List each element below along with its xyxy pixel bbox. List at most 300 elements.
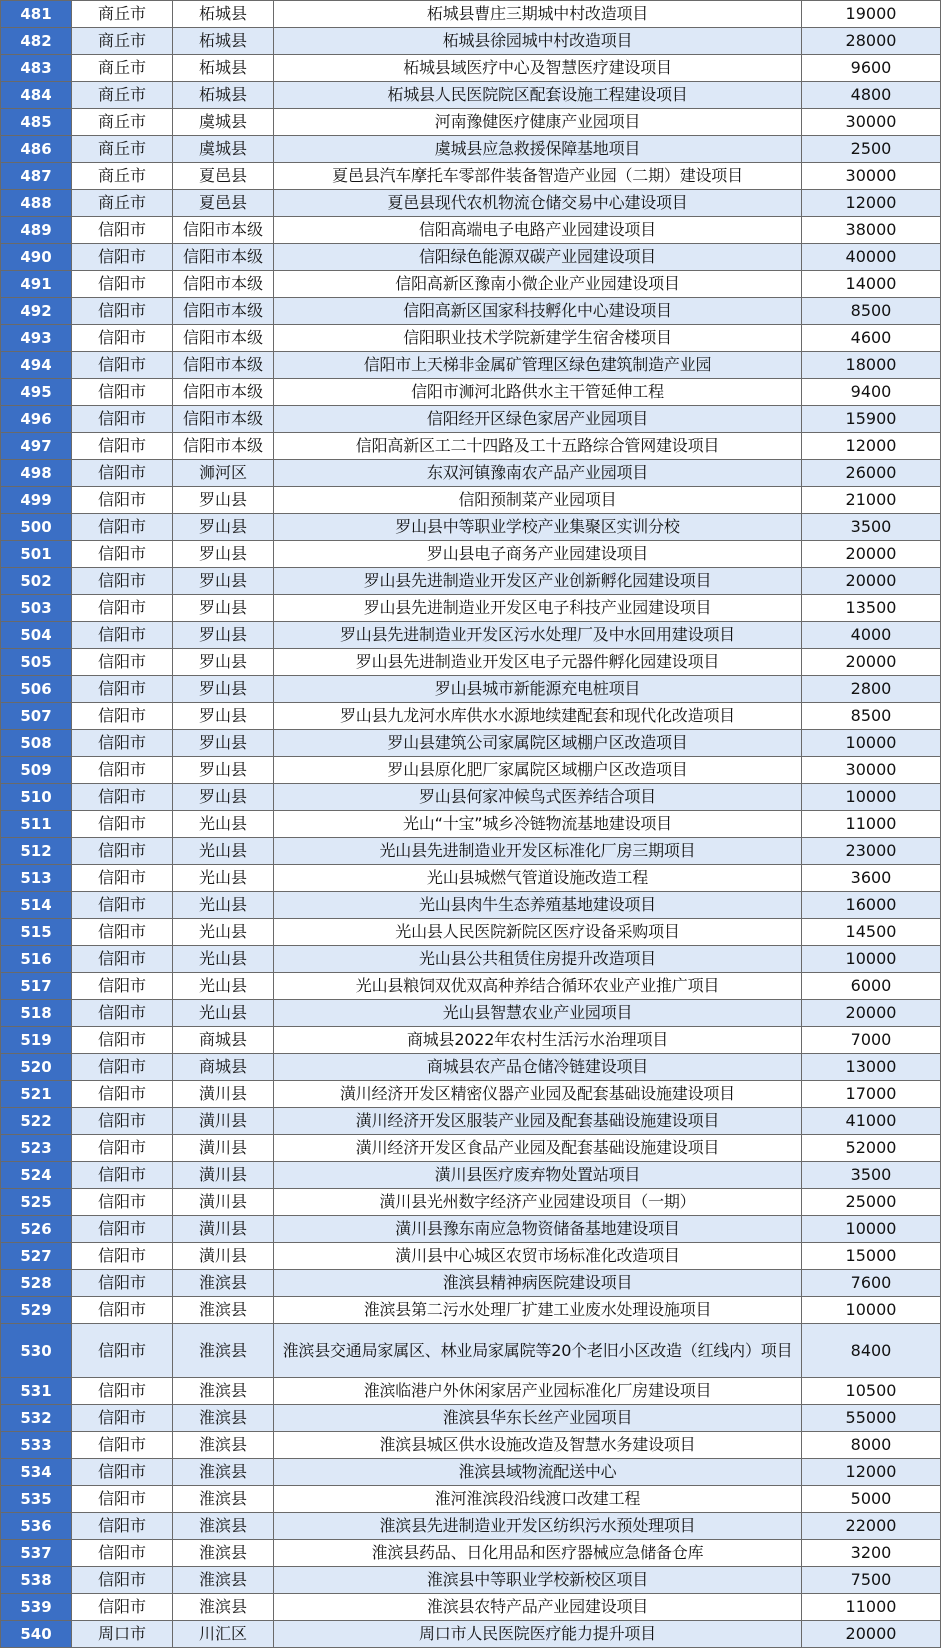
amount-cell: 10500	[802, 1378, 941, 1405]
project-name-cell: 信阳经开区绿色家居产业园项目	[274, 406, 802, 433]
row-number-cell: 508	[1, 730, 72, 757]
table-row	[1, 622, 941, 649]
city-cell: 信阳市	[72, 1486, 173, 1513]
county-cell: 淮滨县	[173, 1270, 274, 1297]
project-name-cell: 信阳高新区国家科技孵化中心建设项目	[274, 298, 802, 325]
row-number-cell: 539	[1, 1594, 72, 1621]
city-cell: 信阳市	[72, 865, 173, 892]
row-number-cell: 512	[1, 838, 72, 865]
table-row	[1, 595, 941, 622]
table-row	[1, 109, 941, 136]
city-cell: 信阳市	[72, 460, 173, 487]
county-cell: 罗山县	[173, 595, 274, 622]
amount-cell: 21000	[802, 487, 941, 514]
table-row	[1, 433, 941, 460]
county-cell: 淮滨县	[173, 1324, 274, 1378]
row-number-cell: 530	[1, 1324, 72, 1378]
row-number-cell: 517	[1, 973, 72, 1000]
project-name-cell: 信阳预制菜产业园项目	[274, 487, 802, 514]
city-cell: 信阳市	[72, 1162, 173, 1189]
county-cell: 淮滨县	[173, 1405, 274, 1432]
project-name-cell: 光山“十宝”城乡冷链物流基地建设项目	[274, 811, 802, 838]
city-cell: 信阳市	[72, 973, 173, 1000]
amount-cell: 15900	[802, 406, 941, 433]
amount-cell: 10000	[802, 946, 941, 973]
county-cell: 光山县	[173, 811, 274, 838]
project-name-cell: 罗山县原化肥厂家属院区域棚户区改造项目	[274, 757, 802, 784]
county-cell: 光山县	[173, 973, 274, 1000]
table-row	[1, 865, 941, 892]
county-cell: 夏邑县	[173, 190, 274, 217]
county-cell: 罗山县	[173, 568, 274, 595]
table-row	[1, 946, 941, 973]
project-name-cell: 淮滨县第二污水处理厂扩建工业废水处理设施项目	[274, 1297, 802, 1324]
row-number-cell: 521	[1, 1081, 72, 1108]
amount-cell: 40000	[802, 244, 941, 271]
city-cell: 商丘市	[72, 190, 173, 217]
county-cell: 潢川县	[173, 1189, 274, 1216]
table-row	[1, 298, 941, 325]
table-row	[1, 568, 941, 595]
amount-cell: 10000	[802, 1297, 941, 1324]
table-row	[1, 1162, 941, 1189]
project-name-cell: 罗山县先进制造业开发区产业创新孵化园建设项目	[274, 568, 802, 595]
row-number-cell: 509	[1, 757, 72, 784]
project-name-cell: 柘城县人民医院院区配套设施工程建设项目	[274, 82, 802, 109]
amount-cell: 30000	[802, 163, 941, 190]
county-cell: 淮滨县	[173, 1594, 274, 1621]
city-cell: 信阳市	[72, 811, 173, 838]
county-cell: 淮滨县	[173, 1540, 274, 1567]
row-number-cell: 534	[1, 1459, 72, 1486]
city-cell: 信阳市	[72, 1189, 173, 1216]
amount-cell: 8500	[802, 703, 941, 730]
table-row	[1, 541, 941, 568]
city-cell: 信阳市	[72, 1459, 173, 1486]
city-cell: 信阳市	[72, 1135, 173, 1162]
table-row	[1, 1432, 941, 1459]
row-number-cell: 506	[1, 676, 72, 703]
county-cell: 罗山县	[173, 676, 274, 703]
county-cell: 信阳市本级	[173, 298, 274, 325]
project-name-cell: 商城县农产品仓储冷链建设项目	[274, 1054, 802, 1081]
county-cell: 罗山县	[173, 541, 274, 568]
city-cell: 信阳市	[72, 1216, 173, 1243]
project-name-cell: 商城县2022年农村生活污水治理项目	[274, 1027, 802, 1054]
row-number-cell: 491	[1, 271, 72, 298]
table-row	[1, 1189, 941, 1216]
county-cell: 商城县	[173, 1027, 274, 1054]
amount-cell: 2800	[802, 676, 941, 703]
project-name-cell: 柘城县曹庄三期城中村改造项目	[274, 1, 802, 28]
row-number-cell: 482	[1, 28, 72, 55]
project-name-cell: 淮滨县华东长丝产业园项目	[274, 1405, 802, 1432]
table-row	[1, 1459, 941, 1486]
row-number-cell: 494	[1, 352, 72, 379]
county-cell: 信阳市本级	[173, 325, 274, 352]
county-cell: 淮滨县	[173, 1378, 274, 1405]
row-number-cell: 505	[1, 649, 72, 676]
county-cell: 潢川县	[173, 1162, 274, 1189]
table-row	[1, 676, 941, 703]
amount-cell: 20000	[802, 568, 941, 595]
county-cell: 罗山县	[173, 757, 274, 784]
amount-cell: 30000	[802, 757, 941, 784]
amount-cell: 38000	[802, 217, 941, 244]
table-row	[1, 1486, 941, 1513]
amount-cell: 55000	[802, 1405, 941, 1432]
city-cell: 信阳市	[72, 541, 173, 568]
table-row	[1, 379, 941, 406]
project-name-cell: 淮滨临港户外休闲家居产业园标准化厂房建设项目	[274, 1378, 802, 1405]
project-name-cell: 信阳高新区工二十四路及工十五路综合管网建设项目	[274, 433, 802, 460]
table-row	[1, 1513, 941, 1540]
county-cell: 罗山县	[173, 514, 274, 541]
amount-cell: 2500	[802, 136, 941, 163]
table-row	[1, 892, 941, 919]
table-row	[1, 649, 941, 676]
table-row	[1, 1540, 941, 1567]
row-number-cell: 528	[1, 1270, 72, 1297]
row-number-cell: 525	[1, 1189, 72, 1216]
table-row	[1, 1243, 941, 1270]
amount-cell: 20000	[802, 649, 941, 676]
amount-cell: 22000	[802, 1513, 941, 1540]
amount-cell: 8400	[802, 1324, 941, 1378]
amount-cell: 4000	[802, 622, 941, 649]
project-name-cell: 潢川经济开发区精密仪器产业园及配套基础设施建设项目	[274, 1081, 802, 1108]
county-cell: 淮滨县	[173, 1432, 274, 1459]
table-row	[1, 460, 941, 487]
city-cell: 信阳市	[72, 325, 173, 352]
project-name-cell: 潢川县光州数字经济产业园建设项目（一期）	[274, 1189, 802, 1216]
amount-cell: 8500	[802, 298, 941, 325]
row-number-cell: 518	[1, 1000, 72, 1027]
row-number-cell: 514	[1, 892, 72, 919]
row-number-cell: 486	[1, 136, 72, 163]
city-cell: 信阳市	[72, 1378, 173, 1405]
amount-cell: 20000	[802, 541, 941, 568]
county-cell: 信阳市本级	[173, 217, 274, 244]
county-cell: 光山县	[173, 865, 274, 892]
row-number-cell: 524	[1, 1162, 72, 1189]
city-cell: 信阳市	[72, 298, 173, 325]
row-number-cell: 520	[1, 1054, 72, 1081]
amount-cell: 4800	[802, 82, 941, 109]
project-name-cell: 罗山县先进制造业开发区电子科技产业园建设项目	[274, 595, 802, 622]
amount-cell: 7000	[802, 1027, 941, 1054]
table-row	[1, 487, 941, 514]
table-row	[1, 1108, 941, 1135]
row-number-cell: 504	[1, 622, 72, 649]
county-cell: 潢川县	[173, 1216, 274, 1243]
project-name-cell: 信阳职业技术学院新建学生宿舍楼项目	[274, 325, 802, 352]
row-number-cell: 537	[1, 1540, 72, 1567]
row-number-cell: 492	[1, 298, 72, 325]
project-name-cell: 潢川县中心城区农贸市场标准化改造项目	[274, 1243, 802, 1270]
table-row	[1, 973, 941, 1000]
county-cell: 光山县	[173, 946, 274, 973]
city-cell: 信阳市	[72, 784, 173, 811]
amount-cell: 12000	[802, 433, 941, 460]
amount-cell: 13000	[802, 1054, 941, 1081]
city-cell: 信阳市	[72, 1081, 173, 1108]
city-cell: 信阳市	[72, 1270, 173, 1297]
city-cell: 信阳市	[72, 352, 173, 379]
city-cell: 周口市	[72, 1621, 173, 1648]
table-row	[1, 1324, 941, 1378]
row-number-cell: 535	[1, 1486, 72, 1513]
amount-cell: 9600	[802, 55, 941, 82]
city-cell: 信阳市	[72, 919, 173, 946]
city-cell: 信阳市	[72, 1540, 173, 1567]
row-number-cell: 493	[1, 325, 72, 352]
row-number-cell: 484	[1, 82, 72, 109]
table-row	[1, 28, 941, 55]
county-cell: 潢川县	[173, 1081, 274, 1108]
project-name-cell: 罗山县先进制造业开发区污水处理厂及中水回用建设项目	[274, 622, 802, 649]
table-row	[1, 919, 941, 946]
row-number-cell: 523	[1, 1135, 72, 1162]
project-name-cell: 信阳市浉河北路供水主干管延伸工程	[274, 379, 802, 406]
city-cell: 信阳市	[72, 1594, 173, 1621]
table-row	[1, 757, 941, 784]
row-number-cell: 538	[1, 1567, 72, 1594]
row-number-cell: 496	[1, 406, 72, 433]
row-number-cell: 526	[1, 1216, 72, 1243]
project-name-cell: 潢川县医疗废弃物处置站项目	[274, 1162, 802, 1189]
city-cell: 信阳市	[72, 838, 173, 865]
city-cell: 信阳市	[72, 406, 173, 433]
county-cell: 光山县	[173, 838, 274, 865]
project-name-cell: 光山县先进制造业开发区标准化厂房三期项目	[274, 838, 802, 865]
county-cell: 潢川县	[173, 1243, 274, 1270]
table-row	[1, 1000, 941, 1027]
row-number-cell: 503	[1, 595, 72, 622]
city-cell: 信阳市	[72, 703, 173, 730]
city-cell: 信阳市	[72, 1000, 173, 1027]
row-number-cell: 499	[1, 487, 72, 514]
project-name-cell: 河南豫健医疗健康产业园项目	[274, 109, 802, 136]
county-cell: 浉河区	[173, 460, 274, 487]
city-cell: 信阳市	[72, 946, 173, 973]
city-cell: 信阳市	[72, 757, 173, 784]
project-name-cell: 潢川县豫东南应急物资储备基地建设项目	[274, 1216, 802, 1243]
amount-cell: 11000	[802, 1594, 941, 1621]
amount-cell: 11000	[802, 811, 941, 838]
table-row	[1, 1378, 941, 1405]
row-number-cell: 483	[1, 55, 72, 82]
city-cell: 信阳市	[72, 1405, 173, 1432]
row-number-cell: 501	[1, 541, 72, 568]
city-cell: 信阳市	[72, 487, 173, 514]
table-row	[1, 1, 941, 28]
county-cell: 川汇区	[173, 1621, 274, 1648]
project-name-cell: 信阳市上天梯非金属矿管理区绿色建筑制造产业园	[274, 352, 802, 379]
project-name-cell: 罗山县电子商务产业园建设项目	[274, 541, 802, 568]
amount-cell: 12000	[802, 190, 941, 217]
county-cell: 淮滨县	[173, 1459, 274, 1486]
project-name-cell: 淮滨县交通局家属区、林业局家属院等20个老旧小区改造（红线内）项目	[274, 1324, 802, 1378]
county-cell: 夏邑县	[173, 163, 274, 190]
project-name-cell: 罗山县何家冲候鸟式医养结合项目	[274, 784, 802, 811]
row-number-cell: 531	[1, 1378, 72, 1405]
city-cell: 信阳市	[72, 595, 173, 622]
project-name-cell: 夏邑县汽车摩托车零部件装备智造产业园（二期）建设项目	[274, 163, 802, 190]
city-cell: 信阳市	[72, 676, 173, 703]
amount-cell: 25000	[802, 1189, 941, 1216]
amount-cell: 20000	[802, 1621, 941, 1648]
project-name-cell: 罗山县建筑公司家属院区域棚户区改造项目	[274, 730, 802, 757]
table-row	[1, 1594, 941, 1621]
amount-cell: 20000	[802, 1000, 941, 1027]
table-row	[1, 1081, 941, 1108]
city-cell: 商丘市	[72, 1, 173, 28]
county-cell: 虞城县	[173, 109, 274, 136]
row-number-cell: 488	[1, 190, 72, 217]
row-number-cell: 522	[1, 1108, 72, 1135]
row-number-cell: 519	[1, 1027, 72, 1054]
amount-cell: 28000	[802, 28, 941, 55]
county-cell: 商城县	[173, 1054, 274, 1081]
project-name-cell: 光山县城燃气管道设施改造工程	[274, 865, 802, 892]
table-row	[1, 190, 941, 217]
amount-cell: 17000	[802, 1081, 941, 1108]
city-cell: 信阳市	[72, 379, 173, 406]
project-name-cell: 淮滨县精神病医院建设项目	[274, 1270, 802, 1297]
city-cell: 信阳市	[72, 622, 173, 649]
county-cell: 淮滨县	[173, 1567, 274, 1594]
project-name-cell: 光山县公共租赁住房提升改造项目	[274, 946, 802, 973]
county-cell: 罗山县	[173, 649, 274, 676]
project-name-cell: 夏邑县现代农机物流仓储交易中心建设项目	[274, 190, 802, 217]
amount-cell: 14000	[802, 271, 941, 298]
amount-cell: 15000	[802, 1243, 941, 1270]
table-row	[1, 811, 941, 838]
project-name-cell: 柘城县徐园城中村改造项目	[274, 28, 802, 55]
row-number-cell: 511	[1, 811, 72, 838]
project-name-cell: 信阳高端电子电路产业园建设项目	[274, 217, 802, 244]
amount-cell: 5000	[802, 1486, 941, 1513]
city-cell: 信阳市	[72, 1027, 173, 1054]
amount-cell: 41000	[802, 1108, 941, 1135]
table-row	[1, 1567, 941, 1594]
amount-cell: 7600	[802, 1270, 941, 1297]
city-cell: 信阳市	[72, 1432, 173, 1459]
county-cell: 潢川县	[173, 1135, 274, 1162]
county-cell: 光山县	[173, 1000, 274, 1027]
table-row	[1, 1621, 941, 1648]
city-cell: 信阳市	[72, 514, 173, 541]
project-name-cell: 光山县智慧农业产业园项目	[274, 1000, 802, 1027]
row-number-cell: 536	[1, 1513, 72, 1540]
row-number-cell: 510	[1, 784, 72, 811]
amount-cell: 3500	[802, 514, 941, 541]
project-name-cell: 周口市人民医院医疗能力提升项目	[274, 1621, 802, 1648]
table-row	[1, 136, 941, 163]
project-name-cell: 淮滨县域物流配送中心	[274, 1459, 802, 1486]
city-cell: 商丘市	[72, 163, 173, 190]
row-number-cell: 515	[1, 919, 72, 946]
county-cell: 淮滨县	[173, 1297, 274, 1324]
city-cell: 信阳市	[72, 433, 173, 460]
county-cell: 罗山县	[173, 730, 274, 757]
county-cell: 淮滨县	[173, 1486, 274, 1513]
amount-cell: 30000	[802, 109, 941, 136]
project-name-cell: 罗山县中等职业学校产业集聚区实训分校	[274, 514, 802, 541]
project-name-cell: 淮滨县城区供水设施改造及智慧水务建设项目	[274, 1432, 802, 1459]
project-name-cell: 罗山县九龙河水库供水水源地续建配套和现代化改造项目	[274, 703, 802, 730]
city-cell: 信阳市	[72, 649, 173, 676]
table-row	[1, 406, 941, 433]
amount-cell: 3600	[802, 865, 941, 892]
city-cell: 商丘市	[72, 136, 173, 163]
city-cell: 信阳市	[72, 1567, 173, 1594]
table-row	[1, 82, 941, 109]
amount-cell: 10000	[802, 784, 941, 811]
county-cell: 淮滨县	[173, 1513, 274, 1540]
row-number-cell: 498	[1, 460, 72, 487]
county-cell: 罗山县	[173, 487, 274, 514]
city-cell: 信阳市	[72, 1324, 173, 1378]
row-number-cell: 533	[1, 1432, 72, 1459]
city-cell: 信阳市	[72, 1297, 173, 1324]
city-cell: 信阳市	[72, 892, 173, 919]
amount-cell: 4600	[802, 325, 941, 352]
project-name-cell: 淮滨县药品、日化用品和医疗器械应急储备仓库	[274, 1540, 802, 1567]
county-cell: 信阳市本级	[173, 433, 274, 460]
county-cell: 信阳市本级	[173, 379, 274, 406]
county-cell: 罗山县	[173, 703, 274, 730]
amount-cell: 3500	[802, 1162, 941, 1189]
project-name-cell: 虞城县应急救援保障基地项目	[274, 136, 802, 163]
project-name-cell: 光山县肉牛生态养殖基地建设项目	[274, 892, 802, 919]
county-cell: 信阳市本级	[173, 406, 274, 433]
project-name-cell: 淮滨县中等职业学校新校区项目	[274, 1567, 802, 1594]
project-name-cell: 淮河淮滨段沿线渡口改建工程	[274, 1486, 802, 1513]
amount-cell: 19000	[802, 1, 941, 28]
city-cell: 信阳市	[72, 1108, 173, 1135]
table-row	[1, 1054, 941, 1081]
table-row	[1, 703, 941, 730]
table-row	[1, 352, 941, 379]
table-row	[1, 730, 941, 757]
city-cell: 信阳市	[72, 244, 173, 271]
project-name-cell: 罗山县先进制造业开发区电子元器件孵化园建设项目	[274, 649, 802, 676]
city-cell: 信阳市	[72, 568, 173, 595]
project-name-cell: 光山县人民医院新院区医疗设备采购项目	[274, 919, 802, 946]
table-body	[1, 1, 941, 1648]
table-row	[1, 784, 941, 811]
county-cell: 罗山县	[173, 622, 274, 649]
city-cell: 商丘市	[72, 109, 173, 136]
table-row	[1, 271, 941, 298]
city-cell: 信阳市	[72, 1243, 173, 1270]
city-cell: 信阳市	[72, 1513, 173, 1540]
row-number-cell: 529	[1, 1297, 72, 1324]
amount-cell: 16000	[802, 892, 941, 919]
project-name-cell: 信阳绿色能源双碳产业园建设项目	[274, 244, 802, 271]
row-number-cell: 495	[1, 379, 72, 406]
amount-cell: 10000	[802, 1216, 941, 1243]
table-row	[1, 1270, 941, 1297]
city-cell: 商丘市	[72, 55, 173, 82]
county-cell: 信阳市本级	[173, 244, 274, 271]
amount-cell: 26000	[802, 460, 941, 487]
city-cell: 信阳市	[72, 271, 173, 298]
city-cell: 信阳市	[72, 217, 173, 244]
row-number-cell: 502	[1, 568, 72, 595]
